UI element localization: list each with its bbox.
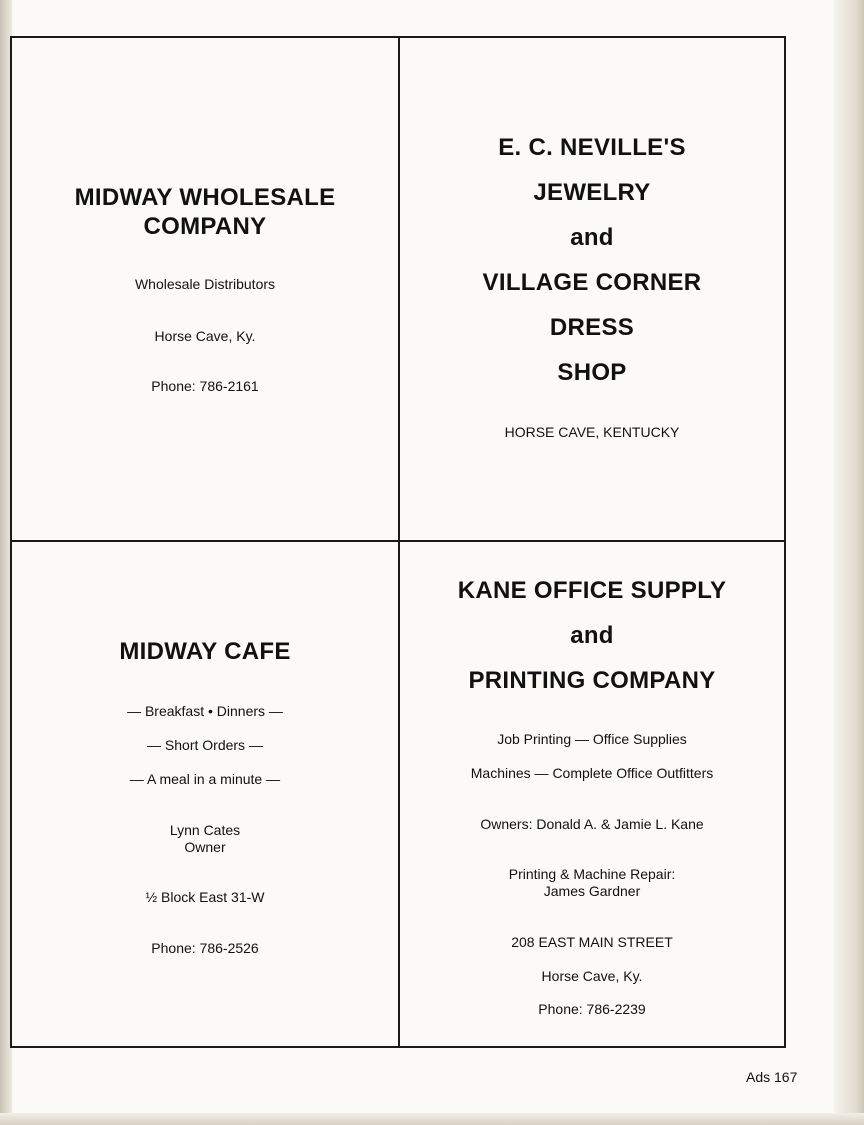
midway-cafe-orders: — Short Orders — [147,737,263,753]
neville-line1: E. C. NEVILLE'S [498,134,686,161]
kane-repair-name: James Gardner [543,883,641,899]
midway-cafe-meals: — Breakfast • Dinners — [127,703,283,719]
ad-midway-cafe [12,542,398,1046]
neville-line5: DRESS [549,314,635,341]
midway-cafe-name: MIDWAY CAFE [119,638,291,665]
ad-kane-office-supply [400,542,784,1046]
neville-line3: and [570,224,614,251]
kane-phone: Phone: 786-2239 [538,1001,646,1017]
kane-owners: Owners: Donald A. & Jamie L. Kane [480,816,704,832]
midway-cafe-owner-name: Lynn Cates [169,822,241,838]
ad-midway-wholesale [12,38,398,540]
kane-line2: and [570,622,614,649]
neville-location: HORSE CAVE, KENTUCKY [504,424,680,440]
page-edge-bottom [0,1113,864,1125]
ad-neville-jewelry [400,38,784,540]
kane-street: 208 EAST MAIN STREET [511,934,673,950]
neville-line6: SHOP [557,359,627,386]
neville-line2: JEWELRY [533,179,651,206]
midway-wholesale-name-line1: MIDWAY WHOLESALE [74,184,336,211]
kane-line3: PRINTING COMPANY [468,667,716,694]
midway-cafe-motto: — A meal in a minute — [129,771,281,787]
midway-wholesale-location: Horse Cave, Ky. [154,328,256,344]
page-edge-right [834,0,864,1125]
kane-services-1: Job Printing — Office Supplies [497,731,687,747]
midway-cafe-owner-title: Owner [184,839,226,855]
kane-line1: KANE OFFICE SUPPLY [457,577,727,604]
midway-cafe-phone: Phone: 786-2526 [151,940,259,956]
kane-services-2: Machines — Complete Office Outfitters [470,765,714,781]
midway-wholesale-tagline: Wholesale Distributors [134,276,276,292]
midway-wholesale-phone: Phone: 786-2161 [151,378,259,394]
page-folio: Ads 167 [746,1069,798,1085]
midway-wholesale-name-line2: COMPANY [143,213,267,240]
kane-repair-label: Printing & Machine Repair: [508,866,676,882]
kane-city: Horse Cave, Ky. [541,968,643,984]
ad-grid [10,36,786,1048]
midway-cafe-address: ½ Block East 31-W [145,889,265,905]
neville-line4: VILLAGE CORNER [482,269,702,296]
